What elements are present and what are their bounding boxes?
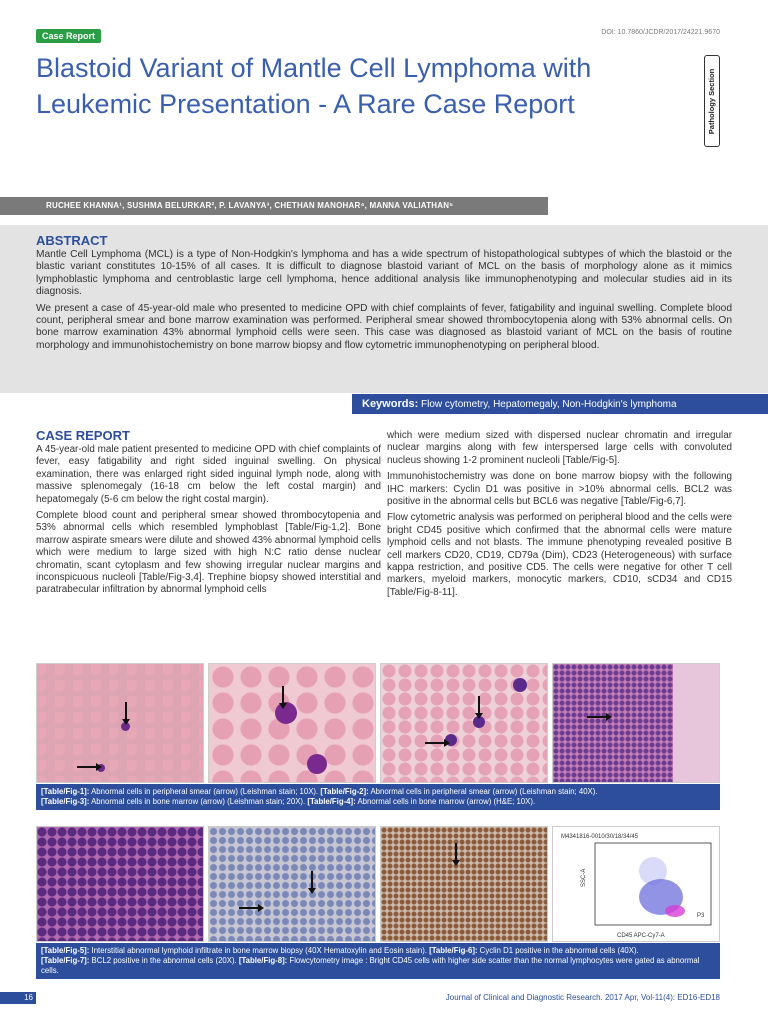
arrow-icon: [77, 766, 97, 768]
caption-tag: [Table/Fig-8]:: [238, 956, 288, 965]
caption-tag: [Table/Fig-7]:: [41, 956, 90, 965]
tissue-gap: [673, 664, 719, 783]
figure-5-image: [36, 826, 204, 942]
flow-plot-header: M4341816-0010/30/18/34/45: [561, 834, 639, 840]
page-number: 16: [0, 992, 36, 1004]
abnormal-cell: [513, 678, 527, 692]
caption-text: Abnormal cells in bone marrow (arrow) (Leishman stain; 20X).: [89, 797, 308, 806]
caption-text: BCL2 positive in the abnormal cells (20X).: [89, 956, 239, 965]
author-list: RUCHEE KHANNA¹, SUSHMA BELURKAR², P. LAVANYA³, CHETHAN MANOHAR⁴, MANNA VALIATHAN⁵: [0, 197, 548, 215]
caption-text: Abnormal cells in bone marrow (arrow) (H&E; 10X).: [355, 797, 536, 806]
caption-text: Flowcytometry image : Bright CD45 cells with higher side scatter than the normal lymphocytes were gated as abnormal cells.: [41, 956, 700, 975]
keywords-bar: [352, 394, 768, 414]
article-type-badge: Case Report: [36, 29, 101, 43]
left-column: [36, 428, 381, 601]
figure-2-image: [208, 663, 376, 783]
scatter-population: [639, 857, 667, 885]
arrow-icon: [282, 686, 284, 704]
caption-text: Abnormal cells in peripheral smear (arrow) (Leishman stain; 10X).: [89, 787, 321, 796]
abstract-box: [0, 225, 768, 393]
case-paragraph-3: which were medium sized with dispersed nuclear chromatin and irregular nuclear margins along with few interspersed large cells with convoluted nucleus showing 1-2 prominent nucleoli [Table/Fig-5].: [387, 430, 732, 466]
arrow-icon: [425, 742, 445, 744]
abstract-paragraph-2: We present a case of 45-year-old male who presented to medicine OPD with chief complaints of fever, fatigability and inguinal swelling. Complete blood count, peripheral smear and bone marrow examination was performed. Peripheral smear showed thrombocytopenia along with 53% abnormal cells. On bone marrow examination 43% abnormal lymphoid cells were seen. This case was diagnosed as blastoid variant of MCL on the basis of routine morphology and immunohistochemistry on bone marrow biopsy and flow cytometric immunophenotyping on peripheral blood.: [36, 302, 732, 351]
caption-tag: [Table/Fig-1]:: [41, 787, 90, 796]
keywords-label: Keywords:: [362, 398, 419, 410]
figure-3-image: [380, 663, 548, 783]
figure-8-flow-plot: [552, 826, 720, 942]
case-paragraph-5: Flow cytometric analysis was performed on peripheral blood and the cells were bright CD45 positive which confirmed that the abnormal cells were mature lymphoid cells and not blasts. The immune phenotyping revealed positive B cell markers CD20, CD19, CD79a (Dim), CD23 (Heterogeneous) with surface kappa restriction, and positive CD5. The cells were negative for other T cell markers, myeloid markers, monocytic markers, CD10, sCD34 and CD15 [Table/Fig-8-11].: [387, 512, 732, 598]
arrow-icon: [455, 843, 457, 861]
case-paragraph-2: Complete blood count and peripheral smear showed thrombocytopenia and 53% abnormal cells which resembled lymphoblast [Table/Fig-1,2]. Bone marrow aspirate smears were dilute and showed 43% abnormal lymphoid cells which were medium to large sized with high N:C ratio dense nuclear chromatin, scant cytoplasm and few showing irregular nuclear margins and inconspicuous nucleoli [Table/Fig-3,4]. Trephine biopsy showed interstitial and paratrabecular infiltration by abnormal lymphoid cells: [36, 510, 381, 596]
caption-tag: [Table/Fig-2]:: [320, 787, 369, 796]
right-column: [387, 430, 732, 603]
caption-tag: [Table/Fig-4]:: [307, 797, 356, 806]
arrow-icon: [587, 716, 607, 718]
journal-citation: Journal of Clinical and Diagnostic Research. 2017 Apr, Vol-11(4): ED16-ED18: [445, 993, 720, 1002]
section-label: [704, 55, 720, 147]
flow-cytometry-plot: [553, 827, 719, 942]
section-label-text: Pathology Section: [707, 68, 717, 134]
keywords-text: Flow cytometry, Hepatomegaly, Non-Hodgkin's lymphoma: [421, 399, 677, 410]
flow-plot-xlabel: CD45 APC-Cy7-A: [617, 933, 665, 939]
figure-row-2: [36, 826, 720, 942]
abnormal-cell: [307, 754, 327, 774]
doi-text: DOI: 10.7860/JCDR/2017/24221.9670: [601, 29, 720, 36]
caption-tag: [Table/Fig-6]:: [429, 946, 478, 955]
case-paragraph-4: Immunohistochemistry was done on bone marrow biopsy with the following IHC markers: Cyclin D1 was positive in >10% abnormal cells. BCL2 was positive in the abnormal cells but BCL6 was negative [Table/Fig-6,7].: [387, 471, 732, 508]
flow-plot-ylabel: SSC-A: [581, 868, 587, 887]
caption-text: Interstitial abnormal lymphoid infiltrate in bone marrow biopsy (40X Hematoxylin and Eosin stain).: [89, 946, 430, 955]
caption-tag: [Table/Fig-3]:: [41, 797, 90, 806]
arrow-icon: [311, 871, 313, 889]
caption-row-2: [36, 943, 720, 979]
abstract-paragraph-1: Mantle Cell Lymphoma (MCL) is a type of Non-Hodgkin's lymphoma and has a wide spectrum of histopathological subtypes of which the blastoid or the blastic variant constitutes 10-15% of all cases. It is difficult to diagnose blastoid variant of MCL on the basis of morphology alone as it mimics lymphoblastic lymphoma and centroblastic large cell lymphoma, hence additional analysis like immunophenotyping and molecular studies aid in its diagnosis.: [36, 249, 732, 298]
figure-4-image: [552, 663, 720, 783]
abstract-heading: ABSTRACT: [36, 233, 108, 248]
caption-row-1: [36, 784, 720, 810]
gated-population: [665, 905, 685, 917]
caption-text: Cyclin D1 positive in the abnormal cells (40X).: [477, 946, 639, 955]
figure-row-1: [36, 663, 720, 783]
case-paragraph-1: A 45-year-old male patient presented to medicine OPD with chief complaints of fever, easy fatigability and right sided inguinal swelling. On physical examination, there was enlarged right sided inguinal lymph node, along with massive splenomegaly (16-18 cm below the left costal margin) and hepatomegaly (5-6 cm below the right costal margin).: [36, 444, 381, 505]
arrow-icon: [478, 696, 480, 714]
figure-7-image: [380, 826, 548, 942]
caption-text: Abnormal cells in peripheral smear (arrow) (Leishman stain; 40X).: [368, 787, 598, 796]
case-report-heading: CASE REPORT: [36, 428, 130, 443]
figure-1-image: [36, 663, 204, 783]
arrow-icon: [125, 702, 127, 720]
article-title: Blastoid Variant of Mantle Cell Lymphoma with Leukemic Presentation - A Rare Case Report: [36, 53, 592, 119]
gate-label: P3: [697, 913, 705, 919]
arrow-icon: [239, 907, 259, 909]
caption-tag: [Table/Fig-5]:: [41, 946, 90, 955]
figure-6-image: [208, 826, 376, 942]
